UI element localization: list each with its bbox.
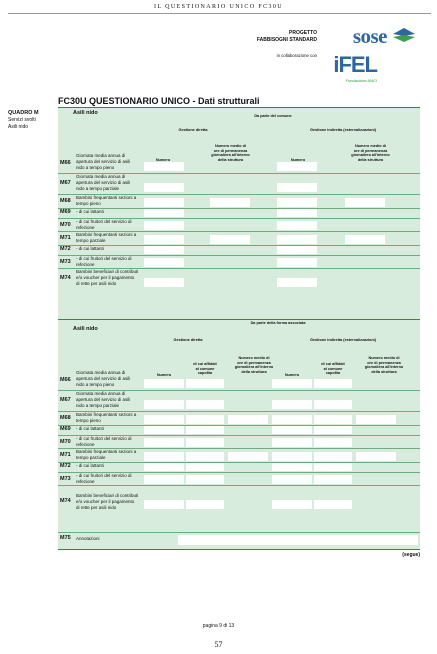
s2-m71-numero-diretta[interactable] bbox=[144, 452, 184, 461]
s1-m71-numero-diretta[interactable] bbox=[144, 235, 184, 244]
row-label: Giornata media annua di apertura del servizio di asili nido a tempo parziale bbox=[76, 391, 131, 408]
row-label: - di cui fruitori del servizio di refezione bbox=[76, 473, 132, 484]
s2-m69-numero-diretta[interactable] bbox=[144, 426, 184, 434]
project-label bbox=[257, 30, 317, 43]
s1-m66-numero-indiretta[interactable] bbox=[277, 162, 317, 171]
ifel-subtitle: Fondazione ANCI bbox=[345, 78, 377, 83]
header-rule bbox=[8, 13, 431, 14]
row-label: - di cui lattanti bbox=[76, 209, 104, 214]
s1-m71-media-indiretta[interactable] bbox=[345, 235, 385, 244]
s2-m71-affid-diretta[interactable] bbox=[186, 452, 224, 461]
section2-group: Da parte della forma associata bbox=[250, 321, 306, 325]
row-label: Giornata media annua di apertura del servizio di asili nido a tempo parziale bbox=[76, 174, 131, 191]
s2-m67-numero-diretta[interactable] bbox=[144, 400, 184, 409]
s1-h-media-a: Numero medio di ore di permanenza giornaliera all'interno della struttura bbox=[211, 144, 250, 162]
s1-m67-numero-indiretta[interactable] bbox=[277, 183, 317, 192]
row-code: M71 bbox=[60, 235, 71, 241]
section2-col-a: Gestione diretta bbox=[173, 338, 203, 342]
s2-m72-numero-indiretta[interactable] bbox=[272, 463, 312, 471]
row-code: M66 bbox=[60, 377, 71, 383]
s2-m73-affid-diretta[interactable] bbox=[186, 475, 224, 484]
row-code: M70 bbox=[60, 222, 71, 228]
row-divider bbox=[58, 532, 420, 533]
s2-m68-media-diretta[interactable] bbox=[228, 415, 268, 424]
s2-m69-numero-indiretta[interactable] bbox=[272, 426, 312, 434]
s2-m66-affid-indiretta[interactable] bbox=[314, 379, 352, 388]
s2-m70-affid-diretta[interactable] bbox=[186, 438, 224, 447]
quadro-name: QUADRO M bbox=[8, 110, 39, 116]
row-label: Giornata media annua di apertura del servizio di asili nido a tempo pieno bbox=[76, 370, 131, 387]
section1-group: Da parte del comune bbox=[254, 114, 292, 118]
running-title: IL QUESTIONARIO UNICO FC30U bbox=[153, 4, 284, 10]
s1-m74-numero-indiretta[interactable] bbox=[277, 278, 317, 287]
row-label: Bambini frequentanti sezioni a tempo parziale bbox=[76, 232, 137, 243]
section1-title: Asili nido bbox=[73, 110, 98, 116]
row-label: Bambini frequentanti sezioni a tempo pieno bbox=[76, 195, 137, 206]
row-label: - di cui lattanti bbox=[76, 426, 104, 431]
s2-m74-numero-indiretta[interactable] bbox=[272, 500, 312, 509]
s2-m74-affid-indiretta[interactable] bbox=[314, 500, 352, 509]
s2-h-numero-b: Numero bbox=[284, 373, 300, 377]
sose-logo: sose bbox=[352, 24, 387, 48]
s1-m70-numero-diretta[interactable] bbox=[144, 221, 184, 230]
section1-col-a: Gestione diretta bbox=[178, 128, 208, 132]
row-code: M69 bbox=[60, 209, 71, 215]
progetto-text: PROGETTO bbox=[289, 30, 317, 36]
s1-m72-numero-indiretta[interactable] bbox=[277, 246, 317, 254]
quadro-line2: Asili nido bbox=[8, 124, 29, 130]
row-code: M68 bbox=[60, 198, 71, 204]
s1-m70-numero-indiretta[interactable] bbox=[277, 221, 317, 230]
s2-m72-affid-diretta[interactable] bbox=[186, 463, 224, 471]
section2-title: Asili nido bbox=[73, 326, 98, 332]
s1-h-media-b: Numero medio di ore di permanenza giornaliera all'interno della struttura bbox=[351, 144, 390, 162]
s1-m68-media-diretta[interactable] bbox=[210, 198, 250, 207]
s1-m66-numero-diretta[interactable] bbox=[144, 162, 184, 171]
s2-h-numero-a: Numero bbox=[156, 373, 172, 377]
sose-mark-icon bbox=[391, 26, 417, 44]
s2-m68-numero-indiretta[interactable] bbox=[272, 415, 312, 424]
s2-m68-affid-diretta[interactable] bbox=[186, 415, 224, 424]
row-label: Bambini beneficiari di contributi e/o voucher per il pagamento di rette per asili nido bbox=[76, 269, 139, 286]
s1-m69-numero-indiretta[interactable] bbox=[277, 209, 317, 217]
page-title: FC30U QUESTIONARIO UNICO - Dati strutturali bbox=[58, 96, 260, 106]
s2-m68-numero-diretta[interactable] bbox=[144, 415, 184, 424]
s2-h-affid-a: di cui affidati al comune capofila bbox=[193, 362, 217, 375]
s2-m68-media-indiretta[interactable] bbox=[356, 415, 396, 424]
section1-col-b: Gestione indiretta (esternalizzazioni) bbox=[309, 128, 377, 132]
s2-m73-numero-indiretta[interactable] bbox=[272, 475, 312, 484]
row-code: M66 bbox=[60, 160, 71, 166]
row-code: M73 bbox=[60, 476, 71, 482]
row-code: M67 bbox=[60, 397, 71, 403]
row-label: - di cui lattanti bbox=[76, 463, 104, 468]
row-label: Bambini frequentanti sezioni a tempo pieno bbox=[76, 412, 137, 423]
row-code: M70 bbox=[60, 439, 71, 445]
s2-m68-affid-indiretta[interactable] bbox=[314, 415, 352, 424]
s2-m72-numero-diretta[interactable] bbox=[144, 463, 184, 471]
row-code: M69 bbox=[60, 426, 71, 432]
row-label: Bambini beneficiari di contributi e/o voucher per il pagamento di rette per asili nido bbox=[76, 493, 139, 510]
s2-m67-numero-indiretta[interactable] bbox=[272, 400, 312, 409]
s2-h-affid-b: di cui affidati al comune capofila bbox=[321, 362, 345, 375]
collab-text: in collaborazione con bbox=[276, 53, 317, 58]
row-code: M74 bbox=[60, 275, 71, 281]
s2-m66-numero-diretta[interactable] bbox=[144, 379, 184, 388]
s2-h-media-a: Numero medio di ore di permanenza giornaliera all'interno della struttura bbox=[234, 356, 274, 374]
row-code: M73 bbox=[60, 259, 71, 265]
s1-m68-numero-diretta[interactable] bbox=[144, 198, 184, 207]
s2-m74-numero-diretta[interactable] bbox=[144, 500, 184, 509]
s1-m67-numero-diretta[interactable] bbox=[144, 183, 184, 192]
s2-m71-media-diretta[interactable] bbox=[228, 452, 268, 461]
s1-m69-numero-diretta[interactable] bbox=[144, 209, 184, 217]
quadro-line1: Servizi svolti bbox=[8, 117, 36, 123]
s1-m71-numero-indiretta[interactable] bbox=[277, 235, 317, 244]
s2-m69-affid-diretta[interactable] bbox=[186, 426, 224, 434]
row-code: M71 bbox=[60, 452, 71, 458]
s1-m71-media-diretta[interactable] bbox=[210, 235, 250, 244]
s2-m72-affid-indiretta[interactable] bbox=[314, 463, 352, 471]
page-footer: pagina 9 di 13 bbox=[202, 623, 235, 629]
row-label: Annotazioni bbox=[76, 536, 100, 541]
s2-m67-affid-indiretta[interactable] bbox=[314, 400, 352, 409]
row-divider bbox=[58, 485, 420, 486]
fabbisogni-text: FABBISOGNI STANDARD bbox=[256, 36, 317, 43]
s1-m72-numero-diretta[interactable] bbox=[144, 246, 184, 254]
s2-m70-numero-indiretta[interactable] bbox=[272, 438, 312, 447]
form-panel bbox=[58, 107, 420, 550]
section-divider bbox=[58, 319, 420, 320]
row-code: M72 bbox=[60, 246, 71, 252]
s2-m71-numero-indiretta[interactable] bbox=[272, 452, 312, 461]
s2-m70-affid-indiretta[interactable] bbox=[314, 438, 352, 447]
s2-m74-affid-diretta[interactable] bbox=[186, 500, 224, 509]
s2-m71-affid-indiretta[interactable] bbox=[314, 452, 352, 461]
row-label: - di cui fruitori del servizio di refezione bbox=[76, 219, 132, 230]
row-label: - di cui fruitori del servizio di refezione bbox=[76, 436, 132, 447]
row-code: M68 bbox=[60, 415, 71, 421]
s1-m68-media-indiretta[interactable] bbox=[345, 198, 385, 207]
ifel-logo: iFEL bbox=[333, 52, 377, 77]
s2-h-media-b: Numero medio di ore di permanenza giornaliera all'interno della struttura bbox=[364, 356, 404, 374]
row-label: - di cui lattanti bbox=[76, 246, 104, 251]
s2-m67-affid-diretta[interactable] bbox=[186, 400, 224, 409]
s1-m74-numero-diretta[interactable] bbox=[144, 278, 184, 287]
s1-m68-numero-indiretta[interactable] bbox=[277, 198, 317, 207]
row-label: Giornata media annua di apertura del servizio di asili nido a tempo pieno bbox=[76, 153, 131, 170]
s2-m69-affid-indiretta[interactable] bbox=[314, 426, 352, 434]
page-number: 57 bbox=[214, 640, 223, 649]
s2-m70-numero-diretta[interactable] bbox=[144, 438, 184, 447]
s2-m73-numero-diretta[interactable] bbox=[144, 475, 184, 484]
segue-label: (segue) bbox=[402, 552, 420, 558]
s2-m71-media-indiretta[interactable] bbox=[356, 452, 396, 461]
s1-h-numero-a: Numero bbox=[155, 158, 171, 162]
row-code: M74 bbox=[60, 498, 71, 504]
row-code: M75 bbox=[60, 535, 71, 541]
row-label: Bambini frequentanti sezioni a tempo parziale bbox=[76, 449, 137, 460]
annotazioni-field[interactable] bbox=[178, 535, 418, 545]
s1-h-numero-b: Numero bbox=[290, 158, 306, 162]
s1-m73-numero-diretta[interactable] bbox=[144, 258, 184, 267]
row-code: M72 bbox=[60, 463, 71, 469]
s2-m66-numero-indiretta[interactable] bbox=[272, 379, 312, 388]
s2-m66-affid-diretta[interactable] bbox=[186, 379, 224, 388]
row-code: M67 bbox=[60, 180, 71, 186]
s1-m73-numero-indiretta[interactable] bbox=[277, 258, 317, 267]
s2-m73-affid-indiretta[interactable] bbox=[314, 475, 352, 484]
section2-col-b: Gestione indiretta (esternalizzazioni) bbox=[309, 338, 377, 342]
row-label: - di cui fruitori del servizio di refezione bbox=[76, 256, 132, 267]
quadro-label bbox=[8, 110, 39, 131]
